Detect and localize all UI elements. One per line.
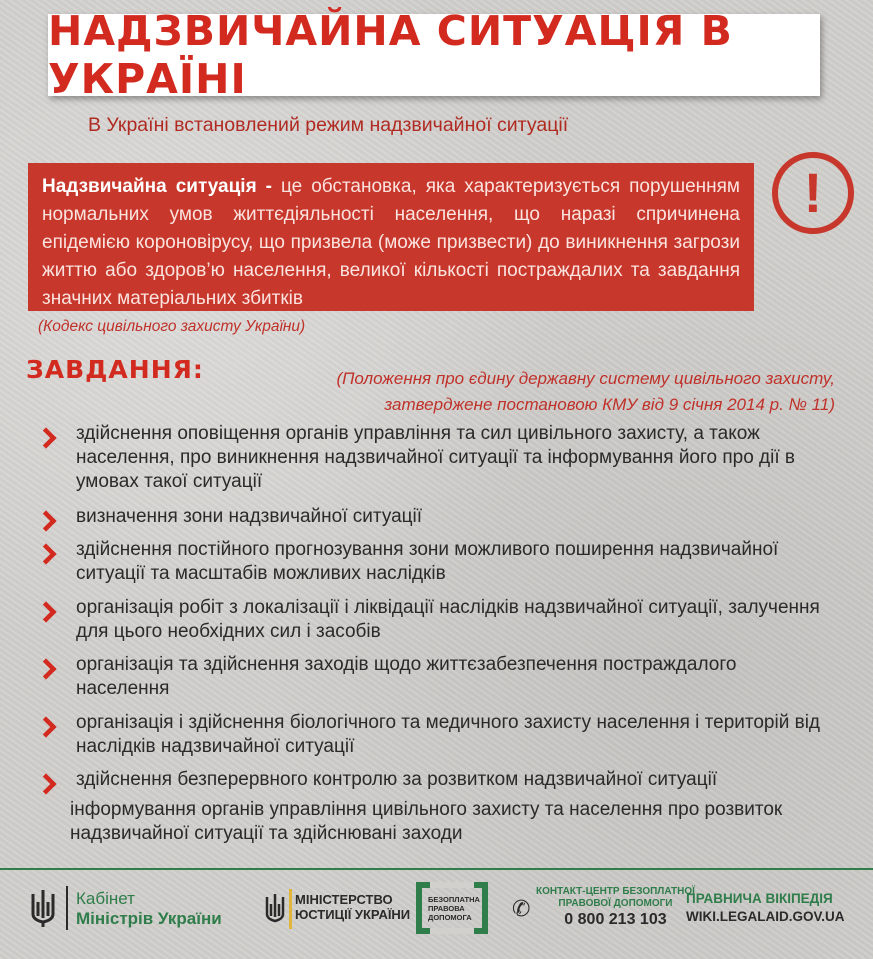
- task-text: інформування органів управління цивільного захисту та населення про розвиток надзвичайної ситуації та здійснювані заходи: [70, 799, 783, 844]
- regulation-line: затверджене постановою КМУ від 9 січня 2014 р. № 11): [384, 395, 835, 414]
- legal-aid-logo: [416, 882, 488, 934]
- chevron-right-icon: [35, 510, 56, 531]
- phone-number: 0 800 213 103: [564, 911, 667, 928]
- exclamation-circle-icon: !: [772, 152, 854, 234]
- separator: [66, 886, 68, 930]
- task-text: організація та здійснення заходів щодо життєзабезпечення постраждалого населення: [76, 654, 737, 699]
- list-item: [36, 768, 826, 794]
- chevron-right-icon: [35, 773, 56, 794]
- trident-icon: [264, 892, 286, 926]
- chevron-right-icon: [35, 543, 56, 564]
- cabinet-line: Кабінет: [76, 889, 135, 908]
- cabinet-logo-text: [76, 889, 222, 929]
- legal-aid-line: БЕЗОПЛАТНА: [428, 895, 480, 904]
- list-item: [36, 711, 826, 759]
- task-text: здійснення постійного прогнозування зони можливого поширення надзвичайної ситуації та масштабів можливих наслідків: [76, 539, 779, 584]
- task-text: організація робіт з локалізації і ліквідації наслідків надзвичайної ситуації, залучення для цього необхідних сил і засобів: [76, 597, 820, 642]
- contact-line: КОНТАКТ-ЦЕНТР БЕЗОПЛАТНОЇ: [536, 886, 695, 897]
- chevron-right-icon: [35, 716, 56, 737]
- subtitle: В Україні встановлений режим надзвичайної ситуації: [88, 114, 569, 136]
- task-text: здійснення безперервного контролю за розвитком надзвичайної ситуації: [76, 769, 718, 790]
- task-text: здійснення оповіщення органів управління та сил цивільного захисту, а також населення, про виникнення надзвичайної ситуації та інформування його про дії в умовах такої ситуації: [76, 423, 796, 492]
- trident-icon: [30, 888, 56, 928]
- list-item: [36, 596, 826, 644]
- task-text: організація і здійснення біологічного та медичного захисту населення і територій від наслідків надзвичайної ситуації: [76, 712, 821, 757]
- regulation-line: (Положення про єдину державну систему цивільного захисту,: [336, 369, 835, 388]
- legal-aid-line: ДОПОМОГА: [428, 913, 472, 922]
- ministry-line: ЮСТИЦІЇ УКРАЇНИ: [295, 907, 411, 922]
- definition-term: Надзвичайна ситуація -: [42, 176, 272, 197]
- list-item: [36, 538, 826, 586]
- phone-icon: ✆: [512, 896, 531, 921]
- definition-box: [28, 163, 754, 311]
- page-title: НАДЗВИЧАЙНА СИТУАЦІЯ В УКРАЇНІ: [48, 7, 733, 103]
- definition-text: це обстановка, яка характеризується порушенням нормальних умов життєдіяльності населення, що наразі спричинена епідемією короновірусу, що призвела (може призвести) до виникнення загрози життю або здоров’ю населення, великої кількості постраждалих та завдання значних матеріальних збитків: [42, 176, 740, 309]
- chevron-right-icon: [35, 658, 56, 679]
- ministry-logo-text: [295, 892, 410, 922]
- wiki-url: WIKI.LEGALAID.GOV.UA: [686, 909, 845, 924]
- ministry-line: МІНІСТЕРСТВО: [295, 892, 393, 907]
- chevron-right-icon: [35, 427, 56, 448]
- footer-divider: [0, 868, 873, 870]
- wiki-line: ПРАВНИЧА ВІКІПЕДІЯ: [686, 891, 833, 906]
- contact-line: ПРАВОВОЇ ДОПОМОГИ: [558, 898, 673, 909]
- title-banner: [48, 7, 820, 103]
- list-item: [36, 653, 826, 701]
- list-item: [36, 422, 826, 494]
- tasks-title: ЗАВДАННЯ:: [26, 355, 204, 384]
- contact-center: [536, 886, 695, 930]
- cabinet-line: Міністрів України: [76, 909, 222, 928]
- task-text: визначення зони надзвичайної ситуації: [76, 506, 423, 527]
- separator: [289, 889, 292, 929]
- wiki-block: [686, 890, 845, 926]
- definition-source: (Кодекс цивільного захисту України): [38, 318, 306, 335]
- list-item: [70, 798, 826, 846]
- legal-aid-line: ПРАВОВА: [428, 904, 465, 913]
- list-item: [36, 505, 826, 531]
- regulation-reference: [336, 366, 835, 418]
- chevron-right-icon: [35, 601, 56, 622]
